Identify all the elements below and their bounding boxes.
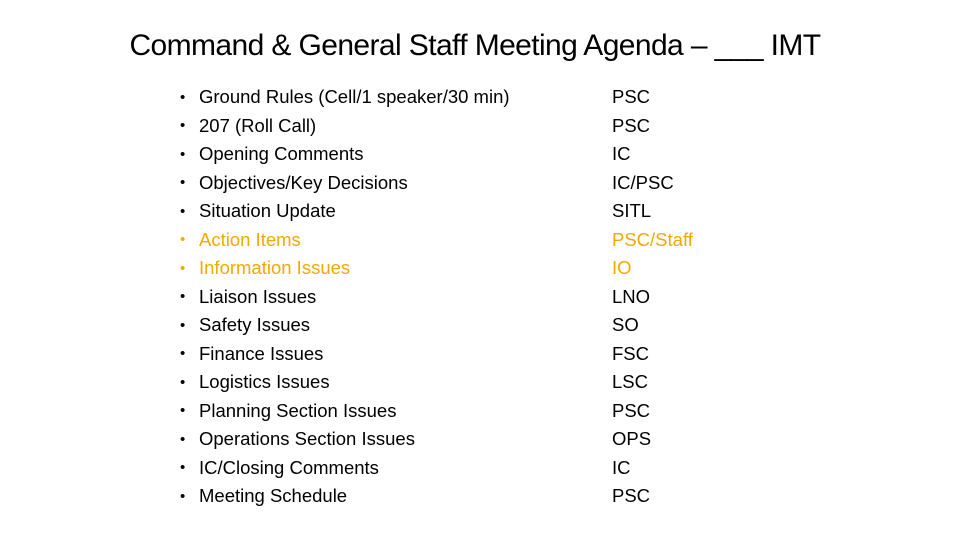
agenda-item [180, 226, 780, 255]
agenda-item-label: Logistics Issues [199, 371, 330, 393]
agenda-item-owner: IC [612, 456, 631, 478]
agenda-item-label: 207 (Roll Call) [199, 114, 317, 136]
agenda-item-owner: PSC [612, 399, 651, 421]
agenda-item-owner: IO [612, 257, 632, 279]
agenda-item-label: Ground Rules (Cell/1 speaker/30 min) [199, 86, 510, 108]
agenda-item [180, 197, 780, 226]
agenda-item-owner: PSC [612, 114, 651, 136]
agenda-item [180, 397, 780, 426]
bullet-icon: • [180, 459, 186, 477]
bullet-icon: • [180, 231, 186, 249]
agenda-item-label: Meeting Schedule [199, 485, 348, 507]
agenda-item-owner: SO [612, 314, 639, 336]
bullet-icon: • [180, 174, 186, 192]
bullet-icon: • [180, 316, 186, 334]
agenda-item [180, 140, 780, 169]
agenda-item [180, 340, 780, 369]
agenda-item-owner: OPS [612, 428, 652, 450]
agenda-item [180, 368, 780, 397]
bullet-icon: • [180, 402, 186, 420]
agenda-item-label: Liaison Issues [199, 285, 317, 307]
agenda-item [180, 311, 780, 340]
bullet-icon: • [180, 202, 186, 220]
agenda-item-owner: PSC/Staff [612, 228, 693, 250]
agenda-item [180, 425, 780, 454]
bullet-icon: • [180, 430, 186, 448]
agenda-item-label: Finance Issues [199, 342, 324, 364]
agenda-item-label: Objectives/Key Decisions [199, 171, 408, 193]
slide-title: Command & General Staff Meeting Agenda – ___ IMT [129, 29, 821, 62]
agenda-item-label: Safety Issues [199, 314, 311, 336]
bullet-icon: • [180, 259, 186, 277]
agenda-item-owner: FSC [612, 342, 649, 364]
bullet-icon: • [180, 345, 186, 363]
agenda-item [180, 169, 780, 198]
bullet-icon: • [180, 88, 186, 106]
agenda-item-label: Opening Comments [199, 143, 364, 165]
agenda-item-label: Action Items [199, 228, 301, 250]
agenda-item-label: IC/Closing Comments [199, 456, 379, 478]
agenda-item-owner: LSC [612, 371, 648, 393]
agenda-item [180, 112, 780, 141]
agenda-item [180, 454, 780, 483]
agenda-item-label: Operations Section Issues [199, 428, 415, 450]
agenda-item [180, 482, 780, 511]
agenda-list [180, 83, 780, 511]
agenda-item-label: Information Issues [199, 257, 351, 279]
agenda-item-owner: SITL [612, 200, 652, 222]
agenda-item-owner: PSC [612, 86, 651, 108]
agenda-item-label: Planning Section Issues [199, 399, 397, 421]
bullet-icon: • [180, 373, 186, 391]
agenda-item [180, 283, 780, 312]
bullet-icon: • [180, 288, 186, 306]
agenda-item [180, 254, 780, 283]
bullet-icon: • [180, 145, 186, 163]
bullet-icon: • [180, 117, 186, 135]
agenda-item-label: Situation Update [199, 200, 336, 222]
agenda-item-owner: LNO [612, 285, 651, 307]
agenda-item-owner: PSC [612, 485, 651, 507]
bullet-icon: • [180, 487, 186, 505]
agenda-item-owner: IC/PSC [612, 171, 674, 193]
agenda-item-owner: IC [612, 143, 631, 165]
agenda-item [180, 83, 780, 112]
